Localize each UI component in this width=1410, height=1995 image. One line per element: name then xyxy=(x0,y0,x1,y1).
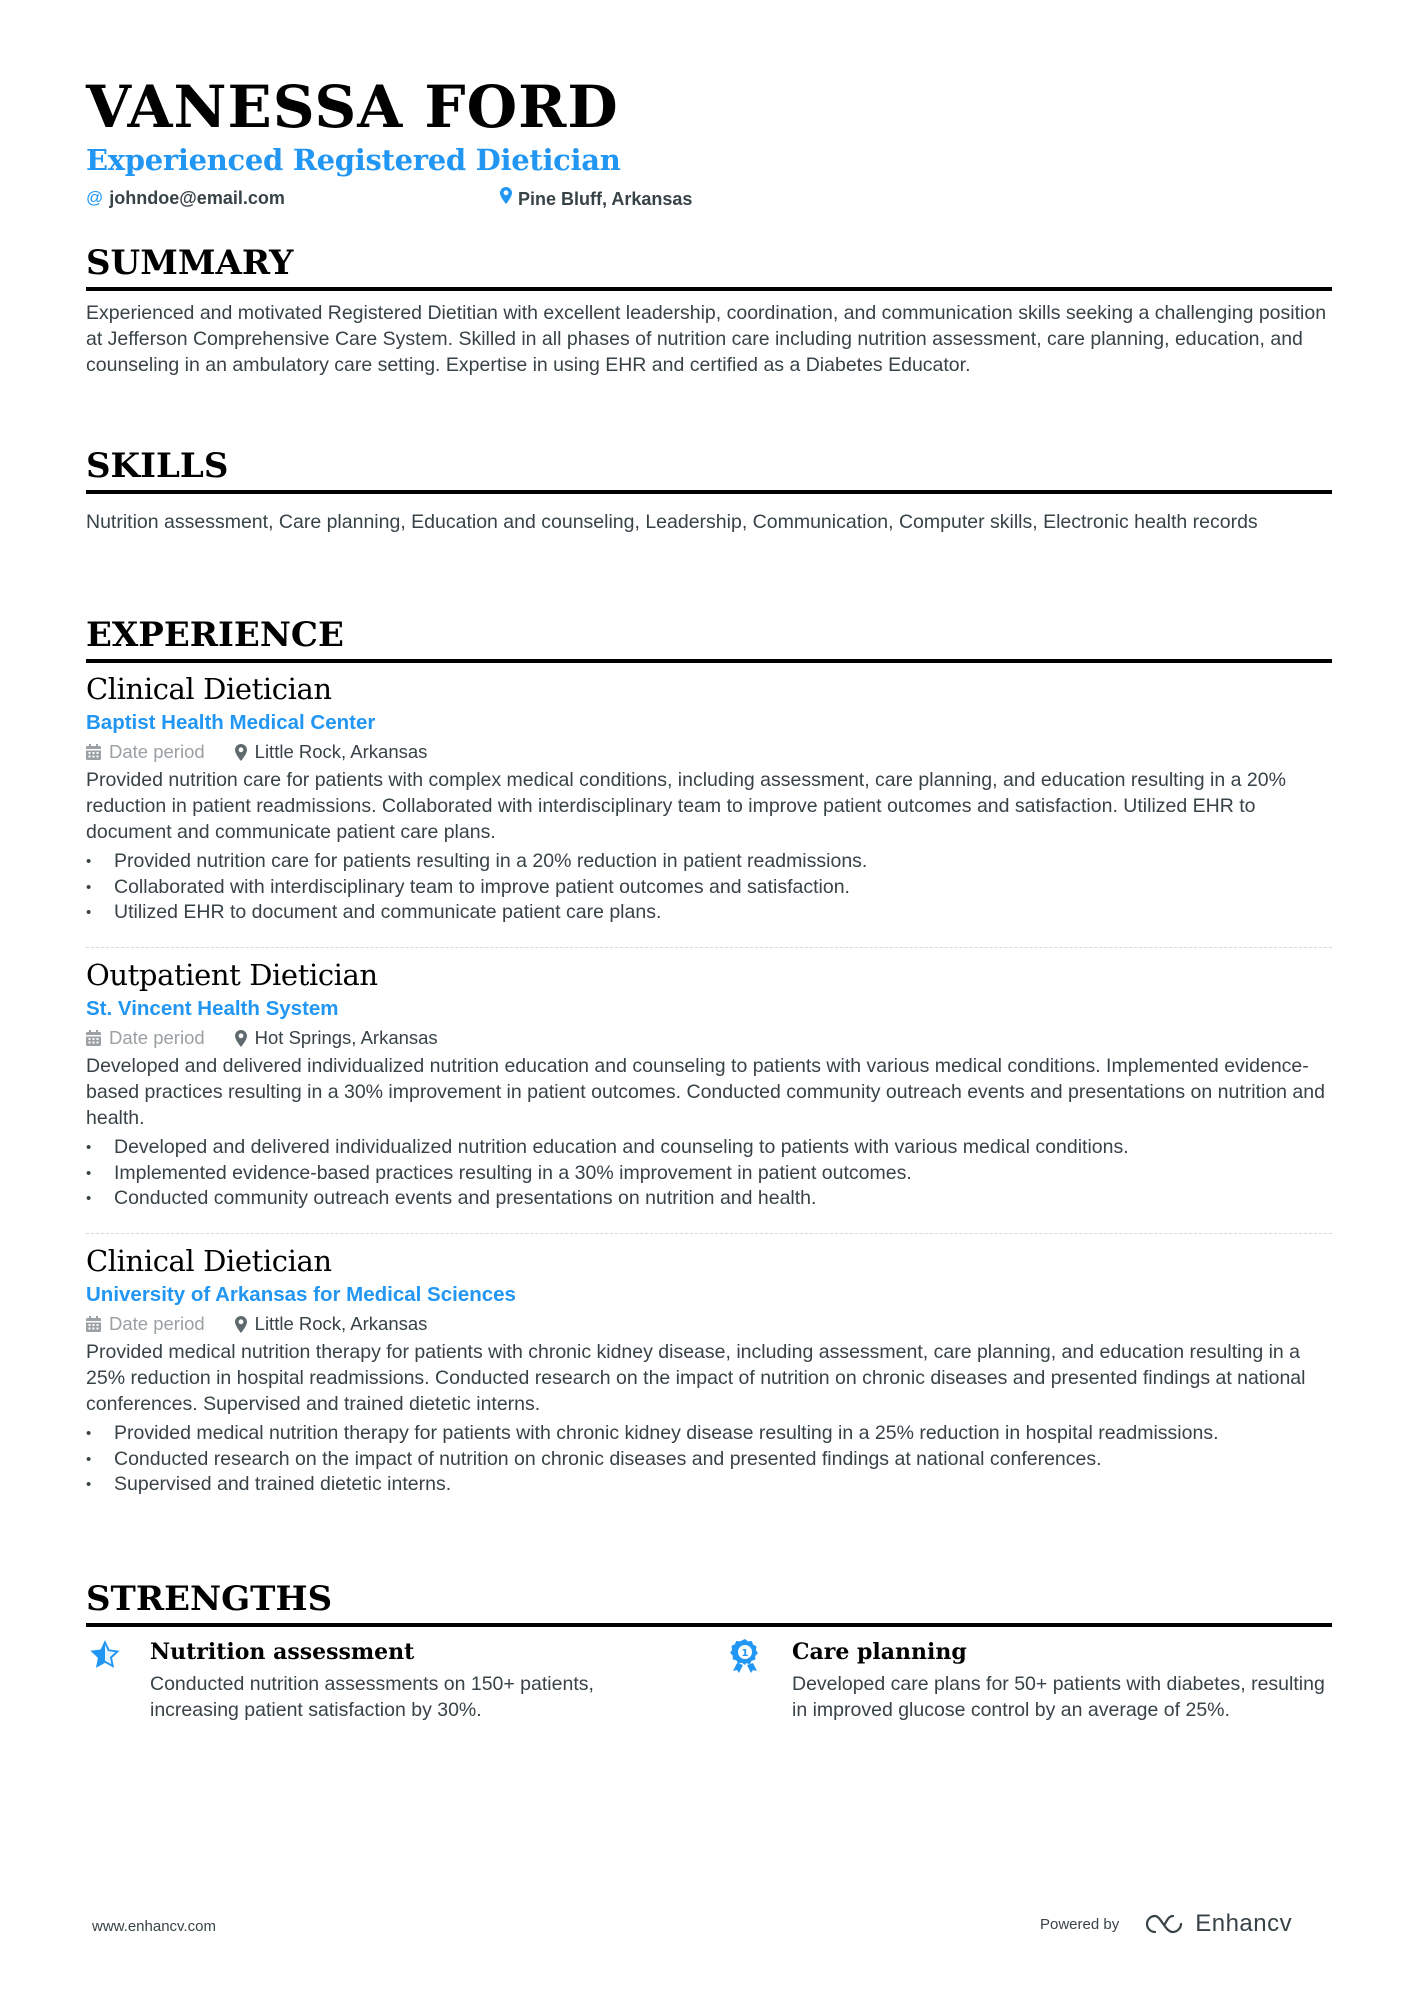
award-ribbon-icon xyxy=(730,1638,768,1724)
email-text: johndoe@email.com xyxy=(109,188,285,208)
job-date xyxy=(86,1312,205,1336)
experience-entry xyxy=(86,1244,1332,1498)
bullet-item: • Provided nutrition care for patients resulting in a 20% reduction in patient readmissions. xyxy=(86,849,1332,875)
job-description: Provided medical nutrition therapy for patients with chronic kidney disease, including assessment, care planning, and education resulting in a 25% reduction in hospital readmissions. Conducted research on the impact of nutrition on chronic diseases and presented findings at national conferences. Supervised and trained dietetic interns. xyxy=(86,1341,1306,1415)
job-role: Outpatient Dietician xyxy=(86,958,378,992)
job-location-text: Little Rock, Arkansas xyxy=(254,741,428,762)
svg-text:1: 1 xyxy=(741,1648,749,1659)
job-bullets xyxy=(86,849,1332,926)
section-heading: SKILLS xyxy=(86,446,229,486)
job-date-text: Date period xyxy=(109,741,205,762)
section-divider xyxy=(86,659,1332,663)
bullet-item: • Conducted community outreach events and presentations on nutrition and health. xyxy=(86,1186,1332,1212)
contact-email[interactable] xyxy=(86,187,285,209)
job-meta xyxy=(86,1312,1332,1336)
skills-section-header xyxy=(86,446,1332,494)
job-bullets xyxy=(86,1135,1332,1212)
section-heading: STRENGTHS xyxy=(86,1579,333,1619)
job-role: Clinical Dietician xyxy=(86,672,332,706)
at-icon: @ xyxy=(86,188,104,207)
job-company[interactable]: St. Vincent Health System xyxy=(86,997,339,1020)
job-date xyxy=(86,740,205,764)
job-date xyxy=(86,1026,205,1050)
summary-text: Experienced and motivated Registered Dietitian with excellent leadership, coordination, and communication skills seeking a challenging position at Jefferson Comprehensive Care System. Skilled in all phases of nutrition care including nutrition assessment, care planning, education, and counseling in an ambulatory care setting. Expertise in using EHR and certified as a Diabetes Educator. xyxy=(86,302,1327,376)
job-location xyxy=(235,740,428,764)
footer-website[interactable]: www.enhancv.com xyxy=(92,1918,216,1935)
enhancv-logo-icon xyxy=(1141,1912,1187,1936)
experience-entry xyxy=(86,958,1332,1212)
job-role: Clinical Dietician xyxy=(86,1244,332,1278)
strength-title: Nutrition assessment xyxy=(150,1639,415,1665)
bullet-item: • Utilized EHR to document and communicate patient care plans. xyxy=(86,900,1332,926)
job-location xyxy=(235,1312,428,1336)
calendar-icon xyxy=(86,744,101,760)
bullet-item: • Provided medical nutrition therapy for patients with chronic kidney disease resulting in a 25% reduction in hospital readmissions. xyxy=(86,1421,1332,1447)
candidate-name: VANESSA FORD xyxy=(86,73,619,141)
section-divider xyxy=(86,1623,1332,1627)
experience-entry xyxy=(86,672,1332,926)
job-date-text: Date period xyxy=(109,1313,205,1334)
map-pin-icon xyxy=(235,1316,247,1333)
strength-item xyxy=(88,1638,688,1724)
job-meta xyxy=(86,1026,1332,1050)
experience-section-header xyxy=(86,615,1332,663)
candidate-title: Experienced Registered Dietician xyxy=(86,143,621,177)
summary-section-header xyxy=(86,243,1332,291)
map-pin-icon xyxy=(235,744,247,761)
strength-item xyxy=(730,1638,1332,1724)
brand-name: Enhancv xyxy=(1195,1910,1293,1937)
bullet-item: • Developed and delivered individualized nutrition education and counseling to patients with various medical conditions. xyxy=(86,1135,1332,1161)
job-company[interactable]: University of Arkansas for Medical Sciences xyxy=(86,1283,516,1306)
location-text: Pine Bluff, Arkansas xyxy=(518,188,693,209)
bullet-item: • Supervised and trained dietetic interns. xyxy=(86,1472,1332,1498)
enhancv-logo xyxy=(1141,1910,1292,1938)
map-pin-icon xyxy=(235,1030,247,1047)
job-location-text: Little Rock, Arkansas xyxy=(254,1313,428,1334)
job-meta xyxy=(86,740,1332,764)
job-description: Developed and delivered individualized nutrition education and counseling to patients with various medical conditions. Implemented evidence-based practices resulting in a 30% improvement in patient outcomes. Conducted community outreach events and presentations on nutrition and health. xyxy=(86,1055,1325,1129)
job-location-text: Hot Springs, Arkansas xyxy=(254,1027,438,1048)
section-divider xyxy=(86,287,1332,291)
job-date-text: Date period xyxy=(109,1027,205,1048)
calendar-icon xyxy=(86,1316,101,1332)
entry-divider xyxy=(86,1233,1332,1234)
strength-description: Developed care plans for 50+ patients with diabetes, resulting in improved glucose control by an average of 25%. xyxy=(792,1673,1325,1721)
section-heading: SUMMARY xyxy=(86,243,294,283)
calendar-icon xyxy=(86,1030,101,1046)
strengths-section-header xyxy=(86,1579,1332,1627)
bullet-item: • Implemented evidence-based practices resulting in a 30% improvement in patient outcomes. xyxy=(86,1161,1332,1187)
map-pin-icon xyxy=(500,187,512,210)
bullet-item: • Conducted research on the impact of nutrition on chronic diseases and presented findings at national conferences. xyxy=(86,1447,1332,1473)
section-heading: EXPERIENCE xyxy=(86,615,344,655)
contact-location xyxy=(500,187,692,210)
star-icon xyxy=(88,1638,126,1724)
strength-description: Conducted nutrition assessments on 150+ patients, increasing patient satisfaction by 30%. xyxy=(150,1673,594,1721)
skills-text: Nutrition assessment, Care planning, Education and counseling, Leadership, Communication, Computer skills, Electronic health records xyxy=(86,511,1258,533)
job-company[interactable]: Baptist Health Medical Center xyxy=(86,711,376,734)
section-divider xyxy=(86,490,1332,494)
bullet-item: • Collaborated with interdisciplinary team to improve patient outcomes and satisfaction. xyxy=(86,875,1332,901)
job-location xyxy=(235,1026,438,1050)
powered-by-label: Powered by xyxy=(1040,1915,1120,1933)
strength-title: Care planning xyxy=(792,1639,967,1665)
entry-divider xyxy=(86,947,1332,948)
footer-powered-by[interactable] xyxy=(1040,1910,1292,1938)
job-bullets xyxy=(86,1421,1332,1498)
job-description: Provided nutrition care for patients with complex medical conditions, including assessment, care planning, and education resulting in a 20% reduction in patient readmissions. Collaborated with interdisciplinary team to improve patient outcomes and satisfaction. Utilized EHR to document and communicate patient care plans. xyxy=(86,769,1286,843)
